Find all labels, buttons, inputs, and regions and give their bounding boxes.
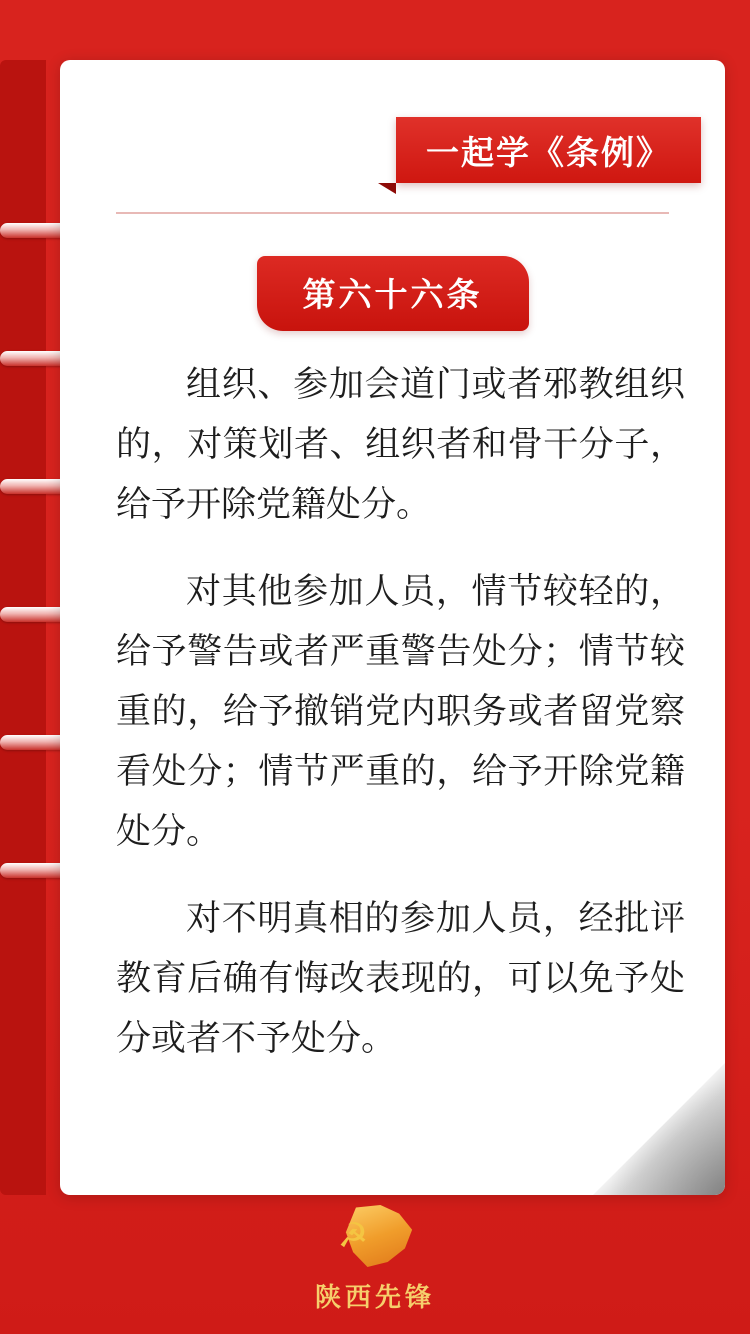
- footer-brand-label: 陕西先锋: [314, 1283, 435, 1313]
- footer-brand: [0, 1205, 750, 1314]
- card-inner: [60, 60, 725, 1195]
- content-card: [60, 60, 725, 1195]
- article-badge: 第六十六条: [257, 256, 529, 331]
- article-paragraph: 组织、参加会道门或者邪教组织的，对策划者、组织者和骨干分子，给予开除党籍处分。: [116, 365, 685, 526]
- footer-logo: [315, 1205, 435, 1275]
- title-divider: [116, 212, 669, 214]
- party-emblem-icon: ☭: [337, 1217, 369, 1255]
- article-paragraph: 对不明真相的参加人员，经批评教育后确有悔改表现的，可以免予处分或者不予处分。: [116, 898, 685, 1059]
- article-body: [116, 355, 685, 1095]
- article-paragraph: 对其他参加人员，情节较轻的，给予警告或者严重警告处分；情节较重的，给予撤销党内职务或者留党察看处分；情节严重的，给予开除党籍处分。: [116, 571, 685, 853]
- page-title: 一起学《条例》: [396, 117, 701, 183]
- article-badge-wrap: [60, 256, 725, 331]
